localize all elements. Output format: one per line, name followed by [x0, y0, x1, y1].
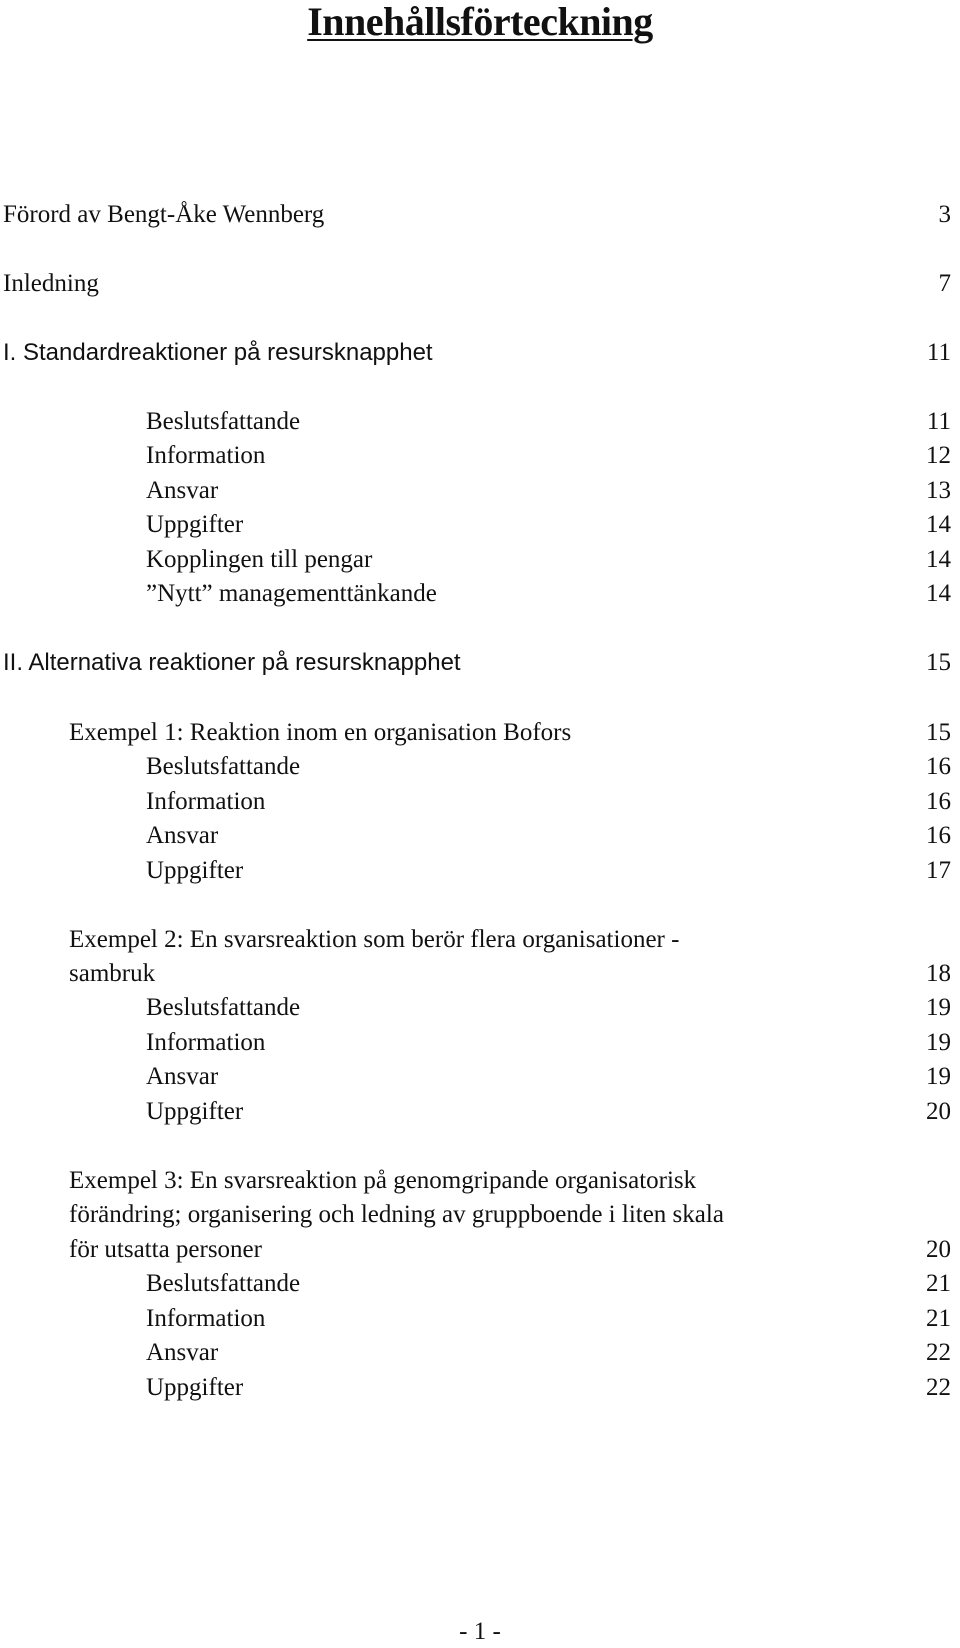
toc-subentry — [0, 853, 960, 889]
toc-entry-page: 3 — [938, 201, 951, 228]
page-number: - 1 - — [459, 1618, 501, 1645]
toc-entry-label: Information — [146, 1029, 266, 1056]
toc-subentry — [0, 990, 960, 1026]
toc-example-heading — [0, 1163, 960, 1199]
toc-subentry — [0, 1094, 960, 1130]
toc-subentry — [0, 749, 960, 785]
toc-entry-page: 14 — [926, 580, 951, 607]
toc-entry-label: Exempel 1: Reaktion inom en organisation Bofors — [69, 719, 572, 746]
toc-entry-label: Förord av Bengt-Åke Wennberg — [3, 201, 325, 228]
toc-subentry — [0, 507, 960, 543]
toc-subentry — [0, 438, 960, 474]
toc-section-heading — [0, 335, 960, 371]
toc-subentry — [0, 1301, 960, 1337]
toc-entry-label: Uppgifter — [146, 1374, 244, 1401]
toc-section-heading — [0, 645, 960, 681]
toc-entry-label: Information — [146, 442, 266, 469]
toc-entry-label: ”Nytt” managementtänkande — [146, 580, 437, 607]
toc-subentry — [0, 542, 960, 578]
toc-entry-label: Uppgifter — [146, 1098, 244, 1125]
toc-entry-page: 13 — [926, 477, 951, 504]
toc-entry-page: 12 — [926, 442, 951, 469]
toc-example-heading — [0, 1232, 960, 1268]
toc-subentry — [0, 784, 960, 820]
toc-entry-label: Beslutsfattande — [146, 1270, 301, 1297]
page-title: Innehållsförteckning — [307, 0, 653, 44]
toc-entry — [0, 266, 960, 302]
toc-entry-page: 11 — [926, 339, 951, 366]
toc-entry-page: 17 — [926, 857, 951, 884]
toc-entry-label: Beslutsfattande — [146, 408, 301, 435]
toc-entry-label: II. Alternativa reaktioner på resursknapphet — [3, 649, 461, 676]
toc-entry-label: Ansvar — [146, 822, 219, 849]
toc-entry-page: 7 — [938, 270, 951, 297]
toc-subentry — [0, 1370, 960, 1406]
toc-example-heading — [0, 922, 960, 958]
toc-subentry — [0, 1335, 960, 1371]
toc-entry-label: Beslutsfattande — [146, 753, 301, 780]
toc-entry-page: 19 — [926, 1063, 951, 1090]
toc-entry-label: Exempel 2: En svarsreaktion som berör flera organisationer - — [69, 926, 680, 953]
toc-entry-label: förändring; organisering och ledning av gruppboende i liten skala — [69, 1201, 724, 1228]
toc-entry-page: 15 — [926, 649, 951, 676]
toc-entry-page: 19 — [926, 994, 951, 1021]
toc-subentry — [0, 404, 960, 440]
toc-entry-page: 20 — [926, 1098, 951, 1125]
toc-entry-label: Beslutsfattande — [146, 994, 301, 1021]
toc-subentry — [0, 473, 960, 509]
toc-entry-page: 21 — [926, 1305, 951, 1332]
toc-subentry — [0, 1059, 960, 1095]
toc-entry-label: Uppgifter — [146, 511, 244, 538]
toc-entry-page: 16 — [926, 822, 951, 849]
toc-entry-label: Inledning — [3, 270, 99, 297]
toc-entry-label: Uppgifter — [146, 857, 244, 884]
toc-entry-label: Ansvar — [146, 477, 219, 504]
toc-subentry — [0, 1025, 960, 1061]
toc-entry-page: 22 — [926, 1339, 951, 1366]
toc-entry-label: sambruk — [69, 960, 156, 987]
toc-entry-label: Ansvar — [146, 1063, 219, 1090]
toc-entry-page: 19 — [926, 1029, 951, 1056]
toc-entry-page: 15 — [926, 719, 951, 746]
toc-entry-page: 14 — [926, 546, 951, 573]
toc-entry-page: 22 — [926, 1374, 951, 1401]
toc-subentry — [0, 576, 960, 612]
toc-entry-page: 16 — [926, 753, 951, 780]
toc-entry-label: Exempel 3: En svarsreaktion på genomgripande organisatorisk — [69, 1167, 697, 1194]
toc-entry-label: Information — [146, 788, 266, 815]
toc-entry-label: Ansvar — [146, 1339, 219, 1366]
toc-example-heading — [0, 715, 960, 751]
toc-entry-label: Information — [146, 1305, 266, 1332]
toc-entry-page: 16 — [926, 788, 951, 815]
toc-entry-label: Kopplingen till pengar — [146, 546, 373, 573]
toc-subentry — [0, 1266, 960, 1302]
toc-example-heading — [0, 1197, 960, 1233]
toc-entry-page: 11 — [926, 408, 951, 435]
toc-entry-page: 18 — [926, 960, 951, 987]
toc-entry — [0, 197, 960, 233]
toc-entry-page: 20 — [926, 1236, 951, 1263]
toc-entry-label: för utsatta personer — [69, 1236, 262, 1263]
toc-example-heading — [0, 956, 960, 992]
toc-entry-label: I. Standardreaktioner på resursknapphet — [3, 339, 433, 366]
toc-entry-page: 21 — [926, 1270, 951, 1297]
toc-entry-page: 14 — [926, 511, 951, 538]
toc-subentry — [0, 818, 960, 854]
